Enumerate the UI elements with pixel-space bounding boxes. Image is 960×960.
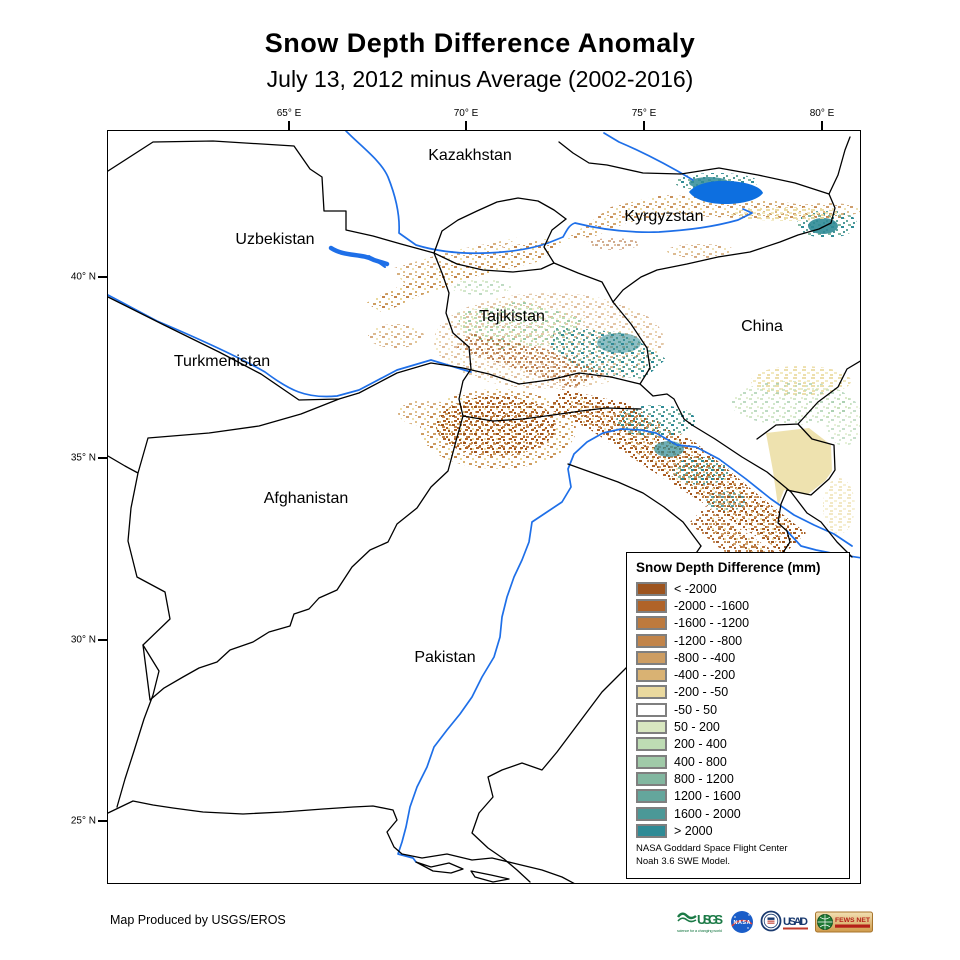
ytick-mark (98, 820, 107, 822)
legend-row: -400 - -200 (636, 666, 843, 683)
legend-row: 1600 - 2000 (636, 805, 843, 822)
country-label-kyrgyzstan: Kyrgyzstan (624, 208, 704, 225)
legend-row: -2000 - -1600 (636, 597, 843, 614)
usaid-logo (760, 908, 810, 936)
country-label-china: China (741, 318, 783, 335)
ytick-label-25n: 25° N (70, 815, 96, 827)
legend-swatch (636, 599, 667, 613)
ytick-mark (98, 276, 107, 278)
legend-row: -1600 - -1200 (636, 615, 843, 632)
svg-text:NASA: NASA (733, 920, 751, 926)
ytick-mark (98, 639, 107, 641)
legend-swatch (636, 807, 667, 821)
ytick-label-40n: 40° N (70, 271, 96, 283)
country-label-afghanistan: Afghanistan (263, 490, 349, 507)
legend-row: -50 - 50 (636, 701, 843, 718)
xtick-label-80e: 80° E (809, 108, 835, 119)
legend-row: 1200 - 1600 (636, 788, 843, 805)
legend-row: -800 - -400 (636, 649, 843, 666)
xtick-mark (288, 121, 290, 130)
svg-text:science for a changing world: science for a changing world (677, 928, 722, 933)
legend-title: Snow Depth Difference (mm) (636, 560, 821, 575)
xtick-mark (643, 121, 645, 130)
country-label-tajikistan: Tajikistan (479, 308, 545, 325)
ytick-label-35n: 35° N (70, 452, 96, 464)
page-title: Snow Depth Difference Anomaly (264, 28, 696, 58)
country-label-turkmenistan: Turkmenistan (173, 353, 271, 370)
country-label-uzbekistan: Uzbekistan (235, 231, 315, 248)
legend-swatch (636, 755, 667, 769)
legend-swatch (636, 824, 667, 838)
nasa-logo (729, 909, 755, 935)
country-label-kazakhstan: Kazakhstan (428, 147, 512, 164)
fews-net-logo (815, 909, 873, 935)
legend-swatch (636, 685, 667, 699)
legend-swatch (636, 651, 667, 665)
legend-swatch (636, 720, 667, 734)
legend-row: > 2000 (636, 822, 843, 839)
xtick-mark (821, 121, 823, 130)
country-label-pakistan: Pakistan (414, 649, 476, 666)
legend-swatch (636, 737, 667, 751)
legend-row: 800 - 1200 (636, 770, 843, 787)
map-legend (626, 552, 850, 879)
usgs-logo (676, 908, 724, 936)
legend-swatch (636, 789, 667, 803)
page-subtitle: July 13, 2012 minus Average (2002-2016) (266, 66, 694, 92)
legend-footnote: NASA Goddard Space Flight Center Noah 3.6 SWE Model. (636, 843, 788, 868)
legend-swatch (636, 634, 667, 648)
legend-row: 50 - 200 (636, 718, 843, 735)
svg-text:USAID: USAID (783, 916, 808, 928)
legend-swatch (636, 668, 667, 682)
legend-swatch (636, 772, 667, 786)
legend-row: 200 - 400 (636, 736, 843, 753)
svg-text:FEWS NET: FEWS NET (835, 917, 870, 924)
xtick-label-65e: 65° E (276, 108, 302, 119)
xtick-mark (465, 121, 467, 130)
legend-swatch (636, 703, 667, 717)
ytick-label-30n: 30° N (70, 634, 96, 646)
legend-row: -200 - -50 (636, 684, 843, 701)
legend-swatch (636, 616, 667, 630)
ytick-mark (98, 457, 107, 459)
xtick-label-75e: 75° E (631, 108, 657, 119)
snow-anomaly-patches (366, 173, 861, 579)
amu-darya-river (108, 295, 471, 397)
legend-row: 400 - 800 (636, 753, 843, 770)
legend-row: -1200 - -800 (636, 632, 843, 649)
svg-text:USGS: USGS (697, 912, 723, 927)
legend-swatch (636, 582, 667, 596)
map-attribution: Map Produced by USGS/EROS (110, 913, 286, 927)
xtick-label-70e: 70° E (453, 108, 479, 119)
legend-row: < -2000 (636, 580, 843, 597)
logo-strip (676, 907, 873, 937)
